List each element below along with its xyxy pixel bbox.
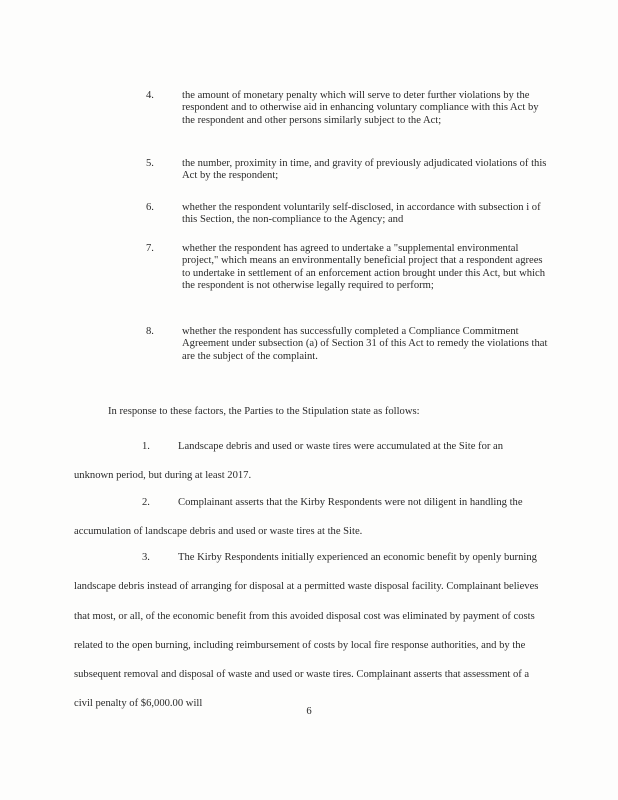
lead-in-text: In response to these factors, the Parties to the Stipulation state as follows: (108, 406, 420, 417)
factor-number: 7. (146, 243, 154, 254)
factor-text: the number, proximity in time, and gravity of previously adjudicated violations of this Act by the respondent; (182, 158, 547, 182)
paragraph-number: 1. (142, 441, 150, 452)
paragraph-number: 2. (142, 497, 150, 508)
paragraph-text: Landscape debris and used or waste tires were accumulated at the Site for an unknown period, but during at least 2017. (74, 441, 504, 482)
paragraph-text: Complainant asserts that the Kirby Respondents were not diligent in handling the accumulation of landscape debris and used or waste tires at the Site. (74, 497, 523, 538)
numbered-paragraph (74, 543, 544, 719)
factor-text: whether the respondent has agreed to undertake a "supplemental environmental project," which means an environmentally beneficial project that a respondent agrees to undertake in settlement of an enforcement action brought under this Act, but which the respondent is not otherwise legally required to perform; (182, 243, 546, 292)
page-number: 6 (306, 706, 312, 717)
factor-text: whether the respondent has successfully completed a Compliance Commitment Agreement under subsection (a) of Section 31 of this Act to remedy the violations that are the subject of the complaint. (182, 326, 548, 362)
paragraph-text: The Kirby Respondents initially experienced an economic benefit by openly burning landscape debris instead of arranging for disposal at a permitted waste disposal facility. Complainant believes that most, or all, of the economic benefit from this avoided disposal cost was eliminated by payment of costs related to the open burning, including reimbursement of costs by local fire response authorities, and by the subsequent removal and disposal of waste and used or waste tires. Complainant asserts that assessment of a civil penalty of $6,000.00 will (74, 552, 539, 710)
numbered-paragraph (74, 488, 544, 547)
paragraph-number: 3. (142, 552, 150, 563)
factor-number: 8. (146, 326, 154, 337)
factor-text: whether the respondent voluntarily self-disclosed, in accordance with subsection i of this Section, the non-compliance to the Agency; and (182, 202, 541, 226)
numbered-paragraph (74, 432, 544, 491)
factor-number: 5. (146, 158, 154, 169)
factor-number: 6. (146, 202, 154, 213)
factor-text: the amount of monetary penalty which will serve to deter further violations by the respondent and to otherwise aid in enhancing voluntary compliance with this Act by the respondent and other persons similarly subject to the Act; (182, 90, 539, 126)
factor-number: 4. (146, 90, 154, 101)
